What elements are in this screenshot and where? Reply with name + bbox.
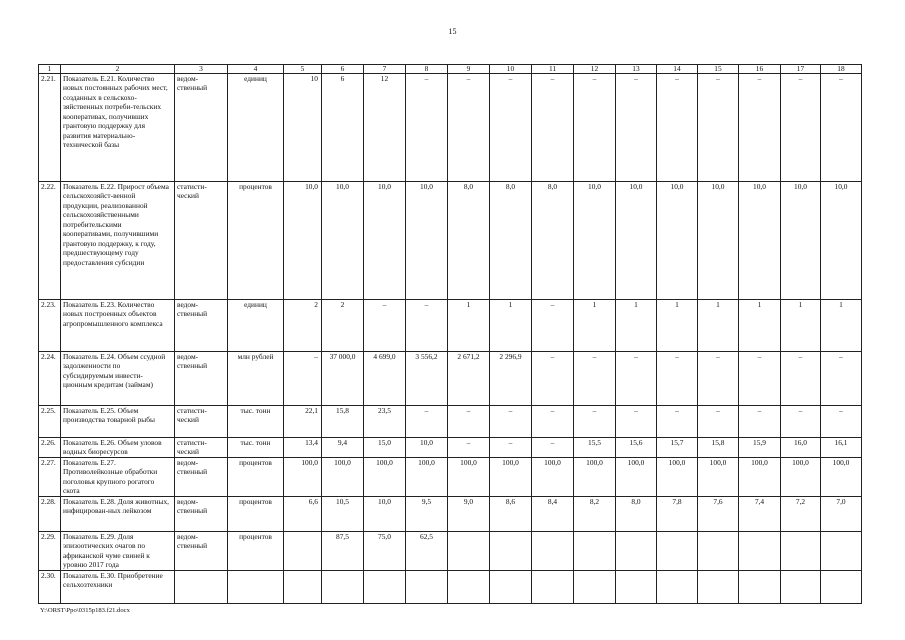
column-number-cell: 11 xyxy=(532,65,574,74)
value-cell: 15,9 xyxy=(739,438,781,458)
value-cell: 9,5 xyxy=(406,496,448,531)
value-cell: 16,0 xyxy=(781,438,821,458)
indicator-name-cell: Показатель Е.26. Объем уловов водных биоресурсов xyxy=(61,438,175,458)
column-number-cell: 15 xyxy=(698,65,739,74)
value-cell: – xyxy=(490,74,532,182)
value-cell: 8,6 xyxy=(490,496,532,531)
value-cell: 37 000,0 xyxy=(322,352,364,406)
indicator-name-cell: Показатель Е.28. Доля животных, инфицирован-ных лейкозом xyxy=(61,496,175,531)
column-number-cell: 6 xyxy=(322,65,364,74)
data-source-cell: статисти-ческий xyxy=(175,182,228,300)
value-cell: 9,0 xyxy=(448,496,490,531)
value-cell: – xyxy=(490,438,532,458)
data-source-cell: ведом-ственный xyxy=(175,531,228,570)
value-cell: 2 xyxy=(284,300,322,352)
indicator-row xyxy=(39,531,862,570)
data-source-cell xyxy=(175,570,228,603)
row-number-cell: 2.30. xyxy=(39,570,61,603)
data-source-cell: ведом-ственный xyxy=(175,457,228,496)
value-cell xyxy=(739,570,781,603)
column-number-cell: 1 xyxy=(39,65,61,74)
value-cell xyxy=(574,531,616,570)
value-cell: 10,0 xyxy=(284,182,322,300)
value-cell: 87,5 xyxy=(322,531,364,570)
value-cell: – xyxy=(698,352,739,406)
data-source-cell: ведом-ственный xyxy=(175,352,228,406)
value-cell: – xyxy=(448,406,490,438)
value-cell: 1 xyxy=(739,300,781,352)
value-cell: 100,0 xyxy=(364,457,406,496)
value-cell: – xyxy=(657,74,698,182)
value-cell: 100,0 xyxy=(284,457,322,496)
value-cell xyxy=(448,531,490,570)
value-cell: 75,0 xyxy=(364,531,406,570)
value-cell xyxy=(781,570,821,603)
value-cell: 16,1 xyxy=(821,438,862,458)
value-cell: 8,2 xyxy=(574,496,616,531)
value-cell xyxy=(322,570,364,603)
value-cell: – xyxy=(739,74,781,182)
value-cell: 2 296,9 xyxy=(490,352,532,406)
unit-cell xyxy=(228,570,284,603)
column-number-cell: 2 xyxy=(61,65,175,74)
value-cell xyxy=(406,570,448,603)
value-cell: 100,0 xyxy=(322,457,364,496)
indicator-name-cell: Показатель Е.25. Объем производства товарной рыбы xyxy=(61,406,175,438)
value-cell: 7,0 xyxy=(821,496,862,531)
indicator-name-cell: Показатель Е.21. Количество новых постоянных рабочих мест, созданных в сельскохо-зяйственных потреби-тельских кооперативах, получивших грантовую поддержку для развития материально-технической базы xyxy=(61,74,175,182)
unit-cell: млн рублей xyxy=(228,352,284,406)
value-cell: – xyxy=(448,438,490,458)
column-number-cell: 8 xyxy=(406,65,448,74)
column-number-cell: 10 xyxy=(490,65,532,74)
value-cell: – xyxy=(364,300,406,352)
value-cell: 100,0 xyxy=(490,457,532,496)
value-cell: 100,0 xyxy=(781,457,821,496)
value-cell: – xyxy=(781,74,821,182)
value-cell: 100,0 xyxy=(448,457,490,496)
value-cell: 10,0 xyxy=(406,438,448,458)
unit-cell: процентов xyxy=(228,496,284,531)
indicator-name-cell: Показатель Е.23. Количество новых построенных объектов агропромышленного комплекса xyxy=(61,300,175,352)
value-cell xyxy=(532,570,574,603)
value-cell xyxy=(490,570,532,603)
value-cell: – xyxy=(616,352,657,406)
value-cell: 100,0 xyxy=(616,457,657,496)
value-cell: 13,4 xyxy=(284,438,322,458)
unit-cell: единиц xyxy=(228,74,284,182)
value-cell: – xyxy=(616,406,657,438)
value-cell: – xyxy=(739,406,781,438)
indicator-row xyxy=(39,300,862,352)
row-number-cell: 2.24. xyxy=(39,352,61,406)
value-cell: – xyxy=(739,352,781,406)
value-cell: 100,0 xyxy=(574,457,616,496)
value-cell: 1 xyxy=(448,300,490,352)
value-cell xyxy=(698,570,739,603)
column-number-cell: 16 xyxy=(739,65,781,74)
row-number-cell: 2.22. xyxy=(39,182,61,300)
unit-cell: тыс. тонн xyxy=(228,406,284,438)
value-cell: 10,0 xyxy=(322,182,364,300)
unit-cell: тыс. тонн xyxy=(228,438,284,458)
value-cell xyxy=(284,570,322,603)
value-cell: 15,5 xyxy=(574,438,616,458)
value-cell: 2 671,2 xyxy=(448,352,490,406)
column-number-cell: 12 xyxy=(574,65,616,74)
value-cell: – xyxy=(490,406,532,438)
value-cell: 10 xyxy=(284,74,322,182)
row-number-cell: 2.27. xyxy=(39,457,61,496)
value-cell: 10,5 xyxy=(322,496,364,531)
value-cell: – xyxy=(532,300,574,352)
value-cell: – xyxy=(574,406,616,438)
value-cell: – xyxy=(532,406,574,438)
value-cell: – xyxy=(821,74,862,182)
value-cell: 10,0 xyxy=(739,182,781,300)
indicator-name-cell: Показатель Е.30. Приобретение сельхозтехники xyxy=(61,570,175,603)
value-cell: 15,6 xyxy=(616,438,657,458)
value-cell: 10,0 xyxy=(657,182,698,300)
column-number-cell: 3 xyxy=(175,65,228,74)
value-cell: 100,0 xyxy=(739,457,781,496)
value-cell xyxy=(364,570,406,603)
value-cell: – xyxy=(406,406,448,438)
value-cell: 2 xyxy=(322,300,364,352)
indicators-table xyxy=(38,64,862,604)
value-cell xyxy=(739,531,781,570)
column-number-cell: 14 xyxy=(657,65,698,74)
column-number-cell: 5 xyxy=(284,65,322,74)
value-cell: 1 xyxy=(781,300,821,352)
value-cell: 4 699,0 xyxy=(364,352,406,406)
value-cell: – xyxy=(616,74,657,182)
value-cell: 10,0 xyxy=(781,182,821,300)
value-cell: 1 xyxy=(490,300,532,352)
data-source-cell: статисти-ческий xyxy=(175,438,228,458)
value-cell: 100,0 xyxy=(657,457,698,496)
value-cell: 8,4 xyxy=(532,496,574,531)
value-cell: 62,5 xyxy=(406,531,448,570)
value-cell: 100,0 xyxy=(821,457,862,496)
indicator-row xyxy=(39,352,862,406)
value-cell: 10,0 xyxy=(574,182,616,300)
value-cell xyxy=(657,531,698,570)
row-number-cell: 2.21. xyxy=(39,74,61,182)
value-cell: 15,0 xyxy=(364,438,406,458)
unit-cell: процентов xyxy=(228,457,284,496)
row-number-cell: 2.29. xyxy=(39,531,61,570)
indicator-name-cell: Показатель Е.27. Противолейкозные обработки поголовья крупного рогатого скота xyxy=(61,457,175,496)
value-cell: 10,0 xyxy=(698,182,739,300)
value-cell xyxy=(657,570,698,603)
value-cell xyxy=(574,570,616,603)
value-cell: 1 xyxy=(657,300,698,352)
indicator-row xyxy=(39,182,862,300)
column-number-cell: 7 xyxy=(364,65,406,74)
indicator-name-cell: Показатель Е.24. Объем ссудной задолженности по субсидируемым инвести-ционным кредитам (займам) xyxy=(61,352,175,406)
value-cell: 10,0 xyxy=(406,182,448,300)
unit-cell: процентов xyxy=(228,531,284,570)
unit-cell: единиц xyxy=(228,300,284,352)
value-cell: 10,0 xyxy=(821,182,862,300)
value-cell: 7,4 xyxy=(739,496,781,531)
value-cell xyxy=(616,570,657,603)
indicator-row xyxy=(39,74,862,182)
data-source-cell: ведом-ственный xyxy=(175,300,228,352)
row-number-cell: 2.26. xyxy=(39,438,61,458)
value-cell: – xyxy=(448,74,490,182)
value-cell xyxy=(490,531,532,570)
indicator-row xyxy=(39,496,862,531)
value-cell: 1 xyxy=(616,300,657,352)
value-cell: 12 xyxy=(364,74,406,182)
value-cell: – xyxy=(406,74,448,182)
column-number-cell: 4 xyxy=(228,65,284,74)
value-cell: 15,7 xyxy=(657,438,698,458)
value-cell: 8,0 xyxy=(532,182,574,300)
indicator-row xyxy=(39,457,862,496)
value-cell: 8,0 xyxy=(490,182,532,300)
value-cell xyxy=(284,531,322,570)
value-cell: 9,4 xyxy=(322,438,364,458)
value-cell xyxy=(698,531,739,570)
value-cell: – xyxy=(574,352,616,406)
value-cell: 7,2 xyxy=(781,496,821,531)
value-cell: – xyxy=(406,300,448,352)
value-cell xyxy=(616,531,657,570)
value-cell xyxy=(532,531,574,570)
indicator-row xyxy=(39,570,862,603)
value-cell: – xyxy=(657,352,698,406)
value-cell: – xyxy=(657,406,698,438)
file-path-footer: Y:\ORST\Ppo\0315p183.f21.docx xyxy=(40,607,130,614)
indicator-name-cell: Показатель Е.22. Прирост объема сельскохозяйст-венной продукции, реализованной сельскохозяйственными потребительскими кооперативами, получившими грантовую поддержку, к году, предшествующему году предоставления субсидии xyxy=(61,182,175,300)
value-cell: 10,0 xyxy=(364,496,406,531)
value-cell: 7,8 xyxy=(657,496,698,531)
value-cell: 100,0 xyxy=(406,457,448,496)
value-cell: – xyxy=(821,352,862,406)
value-cell: – xyxy=(821,406,862,438)
value-cell: 22,1 xyxy=(284,406,322,438)
value-cell: 10,0 xyxy=(616,182,657,300)
unit-cell: процентов xyxy=(228,182,284,300)
value-cell: 6 xyxy=(322,74,364,182)
value-cell: – xyxy=(284,352,322,406)
value-cell: 1 xyxy=(574,300,616,352)
value-cell: – xyxy=(532,352,574,406)
value-cell: 6,6 xyxy=(284,496,322,531)
value-cell xyxy=(821,531,862,570)
page-number: 15 xyxy=(448,27,457,36)
value-cell xyxy=(448,570,490,603)
value-cell: 1 xyxy=(821,300,862,352)
value-cell: 7,6 xyxy=(698,496,739,531)
row-number-cell: 2.23. xyxy=(39,300,61,352)
value-cell: – xyxy=(781,352,821,406)
value-cell: – xyxy=(781,406,821,438)
value-cell: 23,5 xyxy=(364,406,406,438)
value-cell: 100,0 xyxy=(532,457,574,496)
row-number-cell: 2.25. xyxy=(39,406,61,438)
value-cell: 1 xyxy=(698,300,739,352)
column-number-cell: 13 xyxy=(616,65,657,74)
data-source-cell: статисти-ческий xyxy=(175,406,228,438)
value-cell: 10,0 xyxy=(364,182,406,300)
indicator-row xyxy=(39,406,862,438)
data-source-cell: ведом-ственный xyxy=(175,74,228,182)
column-number-cell: 18 xyxy=(821,65,862,74)
column-number-header-row xyxy=(39,65,862,74)
value-cell xyxy=(781,531,821,570)
value-cell xyxy=(821,570,862,603)
value-cell: 100,0 xyxy=(698,457,739,496)
value-cell: 8,0 xyxy=(616,496,657,531)
value-cell: – xyxy=(532,438,574,458)
value-cell: – xyxy=(698,406,739,438)
value-cell: – xyxy=(698,74,739,182)
value-cell: 3 556,2 xyxy=(406,352,448,406)
indicator-row xyxy=(39,438,862,458)
value-cell: 8,0 xyxy=(448,182,490,300)
column-number-cell: 17 xyxy=(781,65,821,74)
value-cell: 15,8 xyxy=(322,406,364,438)
row-number-cell: 2.28. xyxy=(39,496,61,531)
indicator-name-cell: Показатель Е.29. Доля эпизоотических очагов по африканской чуме свиней к уровню 2017 года xyxy=(61,531,175,570)
data-source-cell: ведом-ственный xyxy=(175,496,228,531)
value-cell: – xyxy=(574,74,616,182)
value-cell: – xyxy=(532,74,574,182)
value-cell: 15,8 xyxy=(698,438,739,458)
column-number-cell: 9 xyxy=(448,65,490,74)
